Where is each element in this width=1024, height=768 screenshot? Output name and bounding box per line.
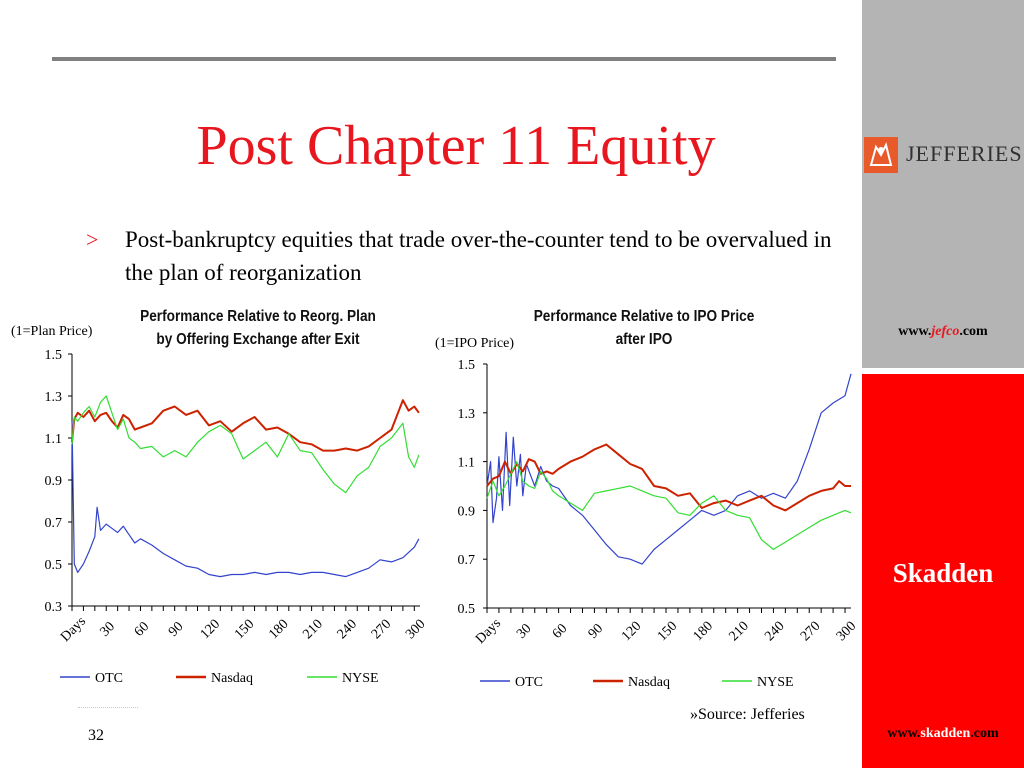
y-tick-label: 1.1 — [44, 432, 62, 447]
legend-label-nyse: NYSE — [757, 675, 794, 690]
legend-label-nasdaq: Nasdaq — [628, 675, 670, 690]
skadden-brand: Skadden — [892, 558, 994, 588]
url-prefix: www. — [887, 726, 921, 741]
source-note: »Source: Jefferies — [690, 706, 805, 723]
url-suffix: .com — [970, 726, 999, 741]
x-tick-label: 120 — [197, 616, 224, 643]
x-tick-label: 150 — [231, 616, 258, 643]
x-tick-label: 300 — [403, 616, 429, 643]
y-tick-label: 1.1 — [457, 455, 475, 471]
x-tick-label: 60 — [549, 621, 571, 642]
y-tick-label: 1.3 — [457, 406, 475, 422]
chart2-title-line2: after IPO — [615, 331, 673, 348]
slide-title: Post Chapter 11 Equity — [196, 115, 716, 177]
chart2-unit-label: (1=IPO Price) — [435, 336, 515, 351]
url-prefix: www. — [898, 324, 932, 339]
x-tick-label: 90 — [165, 619, 187, 640]
y-tick-label: 1.5 — [457, 358, 475, 373]
legend-label-otc: OTC — [515, 675, 543, 690]
chart1-title-line1: Performance Relative to Reorg. Plan — [140, 308, 376, 325]
x-tick-label: 30 — [97, 619, 119, 640]
jefferies-logo-text: JEFFERIES — [906, 141, 1023, 166]
skadden-link[interactable] — [862, 726, 1024, 742]
sidebar-gray-panel — [862, 0, 1024, 368]
bullet-marker: > — [86, 227, 99, 252]
series-line-nasdaq — [487, 445, 851, 511]
chart2-title-line1: Performance Relative to IPO Price — [533, 308, 755, 325]
x-tick-label: 120 — [619, 618, 645, 645]
series-line-nyse — [487, 462, 851, 550]
bullet-text: Post-bankruptcy equities that trade over-the-counter tend to be overvalued in the plan of reorganization — [125, 227, 832, 285]
x-tick-label: 90 — [585, 621, 607, 642]
y-tick-label: 0.9 — [457, 504, 475, 520]
url-suffix: .com — [959, 324, 988, 339]
jefco-link[interactable] — [862, 324, 1024, 340]
x-tick-label: 270 — [798, 618, 824, 645]
x-tick-label: 240 — [762, 618, 788, 645]
x-tick-label: 150 — [654, 618, 681, 645]
y-tick-label: 0.3 — [44, 600, 62, 615]
x-tick-label: 60 — [131, 619, 153, 640]
legend-label-otc: OTC — [95, 671, 123, 686]
legend-label-nasdaq: Nasdaq — [211, 671, 253, 686]
x-tick-label: 180 — [266, 616, 292, 643]
y-tick-label: 0.7 — [457, 553, 475, 569]
url-domain: skadden — [920, 726, 971, 741]
y-tick-label: 1.5 — [44, 348, 62, 363]
x-tick-label: 210 — [300, 616, 326, 643]
y-tick-label: 0.5 — [457, 602, 475, 617]
x-tick-label: Days — [473, 616, 505, 648]
x-tick-label: 240 — [334, 616, 361, 643]
y-tick-label: 1.3 — [44, 390, 62, 405]
page-number: 32 — [88, 727, 104, 744]
x-tick-label: 210 — [726, 618, 752, 645]
x-tick-label: 180 — [690, 618, 717, 645]
footer-divider — [78, 707, 138, 708]
chart1-title-line2: by Offering Exchange after Exit — [156, 331, 360, 348]
url-domain: jefco — [931, 324, 960, 339]
y-tick-label: 0.5 — [44, 558, 62, 573]
y-tick-label: 0.9 — [44, 474, 62, 489]
x-tick-label: 270 — [368, 616, 395, 643]
y-tick-label: 0.7 — [44, 516, 62, 531]
x-tick-label: 300 — [833, 618, 860, 645]
x-tick-label: Days — [58, 614, 90, 646]
legend-label-nyse: NYSE — [342, 671, 379, 686]
x-tick-label: 30 — [514, 621, 535, 642]
chart1-unit-label: (1=Plan Price) — [11, 324, 93, 339]
brand-sidebar — [862, 0, 1024, 768]
